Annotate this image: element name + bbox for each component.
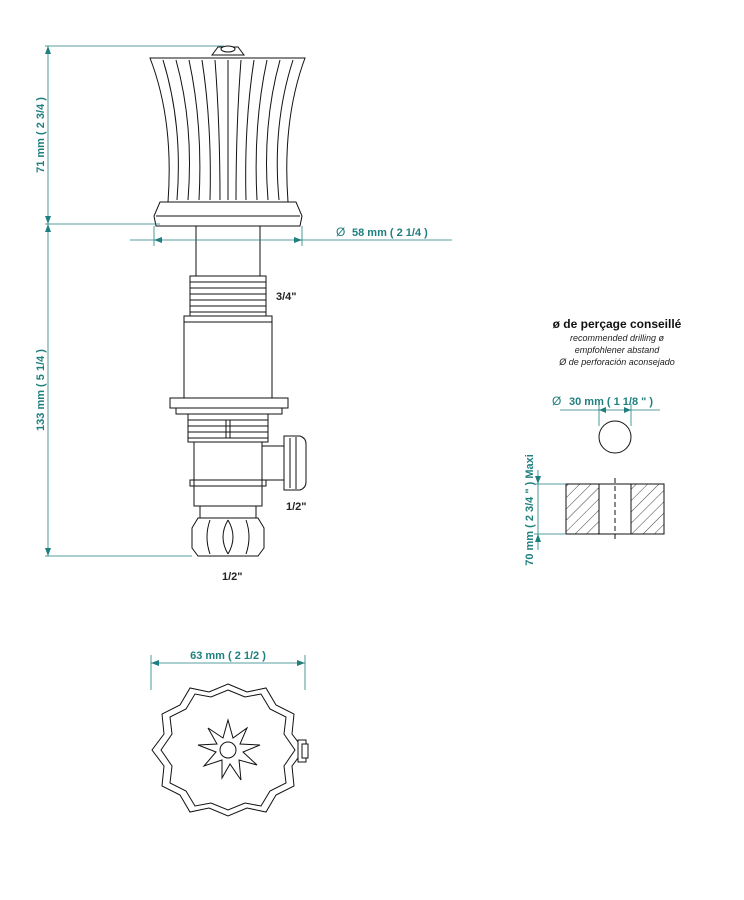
hole-diameter-symbol: Ø [552, 394, 562, 408]
drilling-note-spanish: Ø de perforación aconsejado [559, 357, 675, 367]
drilling-note-german: empfohlener abstand [574, 345, 660, 355]
deck-section [566, 478, 664, 540]
hole-diameter-dimension [552, 394, 660, 453]
center-hub [220, 742, 236, 758]
handle-top-view [152, 684, 308, 816]
handle-side-view [150, 46, 305, 226]
drilling-hole-circle [599, 421, 631, 453]
handle-height-label: 71 mm ( 2 3/4 ) [35, 97, 47, 173]
flange-diameter-symbol: Ø [336, 225, 346, 239]
drilling-note [553, 317, 682, 367]
body-height-label: 133 mm ( 5 1/4 ) [35, 349, 47, 431]
deck-thickness-dimension [524, 454, 566, 566]
thread-label-side-outlet: 1/2" [286, 501, 307, 513]
thread-label-upper: 3/4" [276, 291, 297, 303]
body-height-dimension [35, 224, 192, 556]
top-view-width-label: 63 mm ( 2 1/2 ) [190, 650, 266, 662]
flange-diameter-label: 58 mm ( 2 1/4 ) [352, 227, 428, 239]
deck-thickness-label: 70 mm ( 2 3/4 " ) Maxi [524, 454, 536, 566]
drilling-note-english: recommended drilling ø [569, 333, 665, 343]
flange-diameter-dimension [130, 225, 452, 246]
thread-label-bottom-inlet: 1/2" [222, 571, 243, 583]
drilling-note-title: ø de perçage conseillé [552, 317, 682, 331]
hole-diameter-label: 30 mm ( 1 1/8 " ) [569, 396, 654, 408]
